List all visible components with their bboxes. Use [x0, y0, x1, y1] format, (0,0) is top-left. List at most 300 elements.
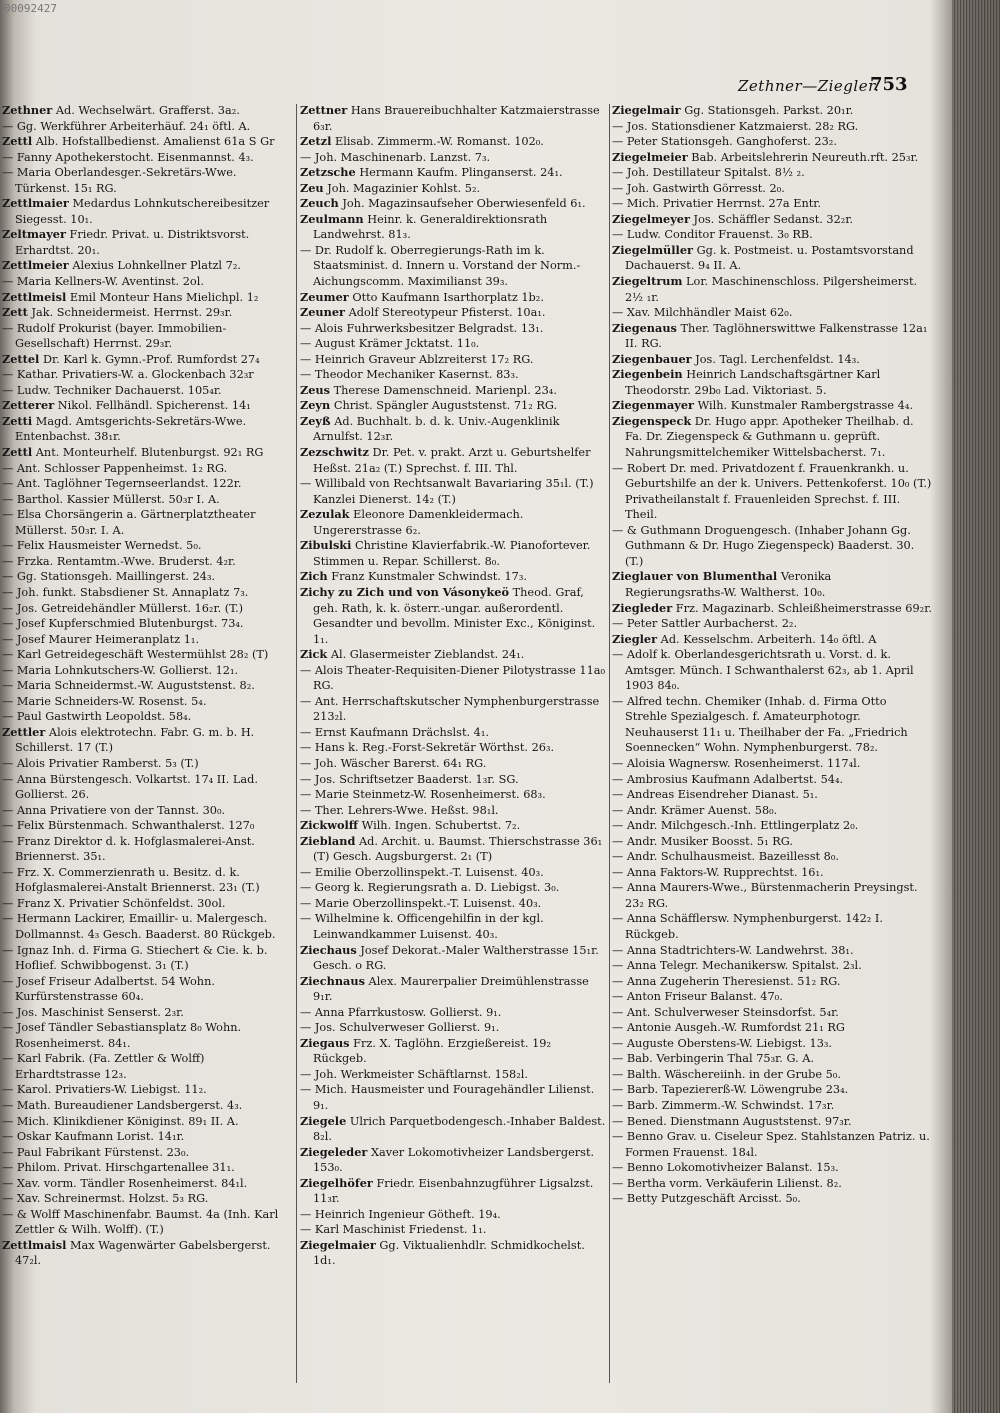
directory-column-1 [2, 103, 292, 1385]
entry-details: — Alois Fuhrwerksbesitzer Belgradst. 13₁. [300, 321, 544, 335]
entry-details: — Marie Schneiders-W. Rosenst. 5₄. [2, 694, 207, 708]
entry-surname: Zettler [2, 724, 46, 739]
entry-details: Hans Brauereibuchhalter Katzmaierstrasse 6₃r. [313, 104, 600, 133]
entry-details: — Josef Friseur Adalbertst. 54 Wohn. Kurfürstenstrasse 60₄. [2, 974, 215, 1004]
page-number: 753 [870, 74, 908, 95]
directory-entry [612, 181, 932, 197]
directory-entry [2, 632, 292, 648]
directory-entry [2, 305, 292, 321]
directory-entry [2, 1005, 292, 1021]
directory-entry [2, 1051, 292, 1082]
entry-details: Friedr. Privat. u. Distriktsvorst. Erhardtst. 20₁. [15, 228, 250, 257]
entry-details: — Heinrich Graveur Ablzreiterst 17₂ RG. [300, 352, 534, 366]
directory-entry [2, 1176, 292, 1192]
directory-entry [612, 1036, 932, 1052]
entry-details: — Elsa Chorsängerin a. Gärtnerplatztheater Müllerst. 50₃r. I. A. [2, 508, 256, 537]
entry-details: — Joh. Werkmeister Schäftlarnst. 158₂l. [300, 1067, 528, 1081]
entry-details: Medardus Lohnkutschereibesitzer Siegesst. 10₁. [15, 197, 270, 226]
entry-details: Josef Dekorat.-Maler Waltherstrasse 15₁r. Gesch. o RG. [313, 943, 599, 973]
entry-details: — Joh. Maschinenarb. Lanzst. 7₃. [300, 150, 491, 164]
entry-details: — Xav. Milchhändler Maist 62₀. [612, 306, 793, 320]
directory-entry [2, 818, 292, 834]
directory-entry [2, 709, 292, 725]
entry-details: — Dr. Rudolf k. Oberregierungs-Rath im k. Staatsminist. d. Innern u. Vorstand der Norm.-Aichungscomm. Maximilianst 39₃. [300, 243, 581, 289]
entry-details: — Mich. Hausmeister und Fouragehändler Lilienst. 9₁. [300, 1083, 595, 1112]
directory-entry [300, 569, 608, 585]
entry-details: — Maria Oberlandesger.-Sekretärs-Wwe. Türkenst. 15₁ RG. [2, 166, 237, 195]
directory-entry [612, 367, 932, 398]
entry-surname: Zeumer [300, 289, 349, 304]
entry-details: Dr. Karl k. Gymn.-Prof. Rumfordst 27₄ [42, 352, 260, 366]
entry-surname: Ziebland [300, 833, 356, 848]
entry-surname: Ziechnaus [300, 973, 365, 988]
directory-entry [612, 694, 932, 756]
entry-surname: Zeyß [300, 413, 331, 428]
entry-surname: Zetzl [300, 134, 332, 149]
entry-surname: Zich [300, 569, 328, 584]
entry-surname: Zeuch [300, 196, 339, 211]
entry-details: — Andr. Schulhausmeist. Bazeillesst 8₀. [612, 850, 839, 864]
directory-entry [2, 772, 292, 803]
directory-entry [612, 1051, 932, 1067]
entry-details: — Robert Dr. med. Privatdozent f. Frauenkrankh. u. Geburtshilfe an der k. Univers. Pettenkoferst. 10₀ (T.) Privatheilanstalt f. Frauenleiden Sprechst. f. III. Theil. [612, 461, 932, 522]
directory-entry [300, 772, 608, 788]
directory-entry [300, 1207, 608, 1223]
directory-entry [2, 538, 292, 554]
entry-details: — Joh. Wäscher Barerst. 64₁ RG. [300, 756, 487, 770]
directory-column-3 [612, 103, 932, 1385]
entry-details: — Frzka. Rentamtm.-Wwe. Bruderst. 4₂r. [2, 554, 236, 568]
directory-entry [300, 694, 608, 725]
entry-details: — Anna Schäfflersw. Nymphenburgerst. 142₂ I. Rückgeb. [612, 912, 883, 941]
entry-details: — Ludw. Conditor Frauenst. 3₀ RB. [612, 228, 813, 242]
entry-surname: Zethner [2, 103, 53, 117]
entry-details: Gg. Stationsgeh. Parkst. 20₁r. [684, 104, 854, 117]
entry-surname: Ziegelmair [612, 103, 681, 117]
entry-details: — Franz Direktor d. k. Hofglasmalerei-Anst. Briennerst. 35₁. [2, 834, 255, 864]
entry-details: Frz. Magazinarb. Schleißheimerstrasse 69₂r. [675, 601, 932, 615]
directory-entry [2, 616, 292, 632]
entry-details: — Hans k. Reg.-Forst-Sekretär Wörthst. 26₃. [300, 741, 555, 755]
directory-entry [2, 1129, 292, 1145]
entry-details: — Adolf k. Oberlandesgerichtsrath u. Vorst. d. k. Amtsger. Münch. I Schwanthalerst 62₃, ab 1. April 1903 84₀. [612, 648, 914, 693]
directory-entry [2, 647, 292, 663]
entry-details: — Marie Steinmetz-W. Rosenheimerst. 68₃. [300, 788, 546, 802]
entry-details: — Ernst Kaufmann Drächslst. 4₁. [300, 725, 489, 739]
directory-entry [300, 507, 608, 538]
directory-entry [2, 134, 292, 150]
directory-column-2 [300, 103, 608, 1385]
entry-details: Joh. Magazinsaufseher Oberwiesenfeld 6₁. [342, 197, 586, 211]
entry-details: — Karl Getreidegeschäft Westermühlst 28₂ (T) [2, 648, 269, 662]
entry-details: — Jos. Schriftsetzer Baaderst. 1₃r. SG. [300, 772, 519, 786]
directory-entry [300, 150, 608, 166]
directory-entry [612, 1067, 932, 1083]
directory-entry [2, 1020, 292, 1051]
entry-details: — Anna Pfarrkustosw. Gollierst. 9₁. [300, 1005, 502, 1019]
entry-details: — Maria Schneidermst.-W. Auguststenst. 8₂. [2, 679, 255, 693]
entry-details: — Joh. funkt. Stabsdiener St. Annaplatz 7₃. [2, 585, 249, 599]
entry-details: — Emilie Oberzollinspekt.-T. Luisenst. 40₃. [300, 865, 544, 879]
entry-details: — Oskar Kaufmann Lorist. 14₁r. [2, 1130, 185, 1144]
entry-surname: Zezulak [300, 507, 350, 522]
entry-surname: Ziegelhöfer [300, 1175, 373, 1190]
directory-entry [2, 1238, 292, 1269]
directory-entry [300, 880, 608, 896]
directory-entry [300, 1082, 608, 1113]
entry-surname: Ziechaus [300, 942, 357, 957]
entry-details: — Ambrosius Kaufmann Adalbertst. 54₄. [612, 772, 844, 786]
directory-entry [300, 943, 608, 974]
entry-surname: Zettl [2, 134, 33, 149]
directory-entry [612, 414, 932, 461]
entry-details: Alexius Lohnkellner Platzl 7₂. [72, 259, 241, 273]
entry-details: Christ. Spängler Auguststenst. 71₂ RG. [333, 399, 558, 413]
entry-surname: Zettlmaisl [2, 1237, 67, 1252]
directory-entry [2, 663, 292, 679]
entry-details: Ther. Taglöhnerswittwe Falkenstrasse 12a₁ II. RG. [625, 321, 928, 351]
directory-entry [612, 398, 932, 414]
directory-entry [2, 150, 292, 166]
directory-entry [612, 1098, 932, 1114]
entry-surname: Ziegeleder [300, 1144, 368, 1159]
entry-details: Al. Glasermeister Zieblandst. 24₁. [330, 648, 525, 662]
entry-details: — Joh. Destillateur Spitalst. 8½ ₂. [612, 166, 805, 180]
directory-entry [300, 865, 608, 881]
entry-details: Eleonore Damenkleidermach. Ungererstrasse 6₂. [313, 508, 524, 537]
directory-entry [300, 398, 608, 414]
entry-details: Alex. Maurerpalier Dreimühlenstrasse 9₁r. [313, 974, 589, 1004]
entry-details: — Jos. Stationsdiener Katzmaierst. 28₂ RG. [612, 119, 859, 133]
entry-details: — Heinrich Ingenieur Götheft. 19₄. [300, 1207, 501, 1221]
directory-entry [612, 1020, 932, 1036]
entry-details: — Andr. Milchgesch.-Inh. Ettlingerplatz 2₀. [612, 819, 859, 833]
entry-details: — Karol. Privatiers-W. Liebigst. 11₂. [2, 1083, 207, 1097]
entry-details: — Anna Faktors-W. Rupprechtst. 16₁. [612, 865, 824, 879]
entry-details: Bab. Arbeitslehrerin Neureuth.rft. 25₃r. [691, 150, 919, 164]
directory-entry [300, 445, 608, 476]
entry-details: Xaver Lokomotivheizer Landsbergerst. 153₀. [313, 1145, 595, 1175]
directory-entry [2, 1082, 292, 1098]
entry-details: — Bened. Dienstmann Auguststenst. 97₃r. [612, 1114, 852, 1128]
entry-details: — Josef Maurer Heimeranplatz 1₁. [2, 632, 200, 646]
directory-entry [2, 974, 292, 1005]
directory-entry [2, 725, 292, 756]
entry-surname: Ziegleder [612, 600, 673, 615]
directory-entry [300, 1176, 608, 1207]
entry-surname: Zetterer [2, 398, 55, 413]
directory-entry [300, 911, 608, 942]
directory-entry [612, 1082, 932, 1098]
entry-details: — Anna Stadtrichters-W. Landwehrst. 38₁. [612, 943, 854, 957]
directory-entry [2, 476, 292, 492]
entry-surname: Ziegeltrum [612, 274, 683, 289]
directory-entry [612, 1160, 932, 1176]
directory-entry [612, 196, 932, 212]
directory-entry [2, 756, 292, 772]
entry-details: — & Wolff Maschinenfabr. Baumst. 4a (Inh. Karl Zettler & Wilh. Wolff). (T.) [2, 1207, 279, 1237]
entry-details: Jos. Schäffler Sedanst. 32₂r. [693, 212, 854, 226]
entry-details: Heinr. k. Generaldirektionsrath Landwehrst. 81₃. [313, 212, 548, 242]
directory-entry [300, 896, 608, 912]
directory-entry [2, 911, 292, 942]
entry-details: — Maria Lohnkutschers-W. Gollierst. 12₁. [2, 663, 239, 677]
directory-entry [300, 1067, 608, 1083]
entry-details: — Hermann Lackirer, Emaillir- u. Malergesch. Dollmannst. 4₃ Gesch. Baaderst. 80 Rückgeb. [2, 912, 276, 941]
entry-details: — Alois Theater-Requisiten-Diener Pilotystrasse 11a₀ RG. [300, 663, 606, 693]
directory-entry [2, 274, 292, 290]
directory-entry [612, 989, 932, 1005]
directory-entry [612, 958, 932, 974]
entry-surname: Ziegelmüller [612, 242, 693, 257]
entry-surname: Zeulmann [300, 211, 364, 226]
entry-details: — & Guthmann Droguengesch. (Inhaber Johann Gg. Guthmann & Dr. Hugo Ziegenspeck) Baaderst. 30. (T.) [612, 523, 915, 568]
directory-entry [300, 196, 608, 212]
page-edge-stack [952, 0, 1000, 1413]
entry-details: — Alois Privatier Ramberst. 5₃ (T.) [2, 756, 199, 770]
directory-entry [612, 227, 932, 243]
entry-details: — Anna Bürstengesch. Volkartst. 17₄ II. Lad. Gollierst. 26. [2, 772, 258, 802]
entry-details: — Ther. Lehrers-Wwe. Heßst. 98₁l. [300, 803, 499, 817]
directory-entry [300, 725, 608, 741]
directory-entry [612, 616, 932, 632]
entry-details: — Anna Zugeherin Theresienst. 51₂ RG. [612, 974, 841, 988]
entry-surname: Ziegenmayer [612, 398, 695, 413]
directory-entry [2, 227, 292, 258]
directory-entry [612, 103, 932, 119]
entry-surname: Ziegenspeck [612, 413, 692, 428]
directory-entry [612, 1114, 932, 1130]
directory-entry [2, 1207, 292, 1238]
entry-details: Jak. Schneidermeist. Herrnst. 29₃r. [31, 306, 233, 320]
entry-details: Therese Damenschneid. Marienpl. 23₄. [333, 383, 557, 397]
entry-details: Ant. Monteurhelf. Blutenburgst. 92₁ RG [35, 446, 264, 460]
directory-entry [2, 165, 292, 196]
directory-entry [612, 119, 932, 135]
entry-details: — Jos. Schulverweser Gollierst. 9₁. [300, 1021, 500, 1035]
entry-surname: Zetti [2, 413, 33, 428]
entry-details: — Peter Sattler Aurbacherst. 2₂. [612, 617, 798, 631]
directory-entry [300, 1036, 608, 1067]
entry-details: — Mich. Klinikdiener Königinst. 89₁ II. A. [2, 1114, 239, 1128]
directory-entry [612, 880, 932, 911]
directory-entry [612, 134, 932, 150]
directory-entry [612, 150, 932, 166]
entry-surname: Ziegelmeier [612, 149, 688, 164]
entry-details: Veronika Regierungsraths-W. Waltherst. 10₀. [625, 570, 832, 599]
entry-details: Ad. Buchhalt. b. d. k. Univ.-Augenklinik Arnulfst. 12₃r. [313, 414, 560, 444]
directory-entry [612, 601, 932, 617]
directory-entry [300, 740, 608, 756]
directory-entry [2, 507, 292, 538]
entry-details: — Barb. Zimmerm.-W. Schwindst. 17₃r. [612, 1099, 835, 1112]
entry-details: Gg. Viktualienhdlr. Schmidkochelst. 1d₁. [313, 1238, 585, 1268]
directory-entry [2, 321, 292, 352]
directory-entry [300, 818, 608, 834]
directory-entry [2, 352, 292, 368]
directory-entry [612, 756, 932, 772]
entry-details: Franz Kunstmaler Schwindst. 17₃. [331, 570, 527, 584]
entry-details: — Paul Gastwirth Leopoldst. 58₄. [2, 710, 192, 724]
directory-entry [300, 834, 608, 865]
directory-entry [612, 165, 932, 181]
entry-surname: Zeus [300, 382, 331, 397]
directory-entry [300, 1020, 608, 1036]
directory-entry [300, 414, 608, 445]
entry-details: — Josef Tändler Sebastiansplatz 8₀ Wohn. Rosenheimerst. 84₁. [2, 1021, 242, 1050]
directory-entry [2, 896, 292, 912]
directory-entry [300, 336, 608, 352]
directory-entry [612, 352, 932, 368]
directory-entry [2, 492, 292, 508]
directory-entry [300, 181, 608, 197]
entry-details: Dr. Pet. v. prakt. Arzt u. Geburtshelfer Heßst. 21a₂ (T.) Sprechst. f. III. Thl. [313, 446, 591, 475]
entry-surname: Zichy zu Zich und von Vásonykeö [300, 584, 510, 599]
entry-surname: Zetzsche [300, 165, 356, 180]
entry-surname: Zettner [300, 103, 348, 117]
entry-surname: Zettel [2, 351, 40, 366]
entry-details: Christine Klavierfabrik.-W. Pianofortever. Stimmen u. Repar. Schillerst. 8₀. [313, 539, 591, 568]
entry-surname: Ziegenbein [612, 367, 683, 382]
directory-entry [300, 165, 608, 181]
entry-details: Wilh. Ingen. Schubertst. 7₂. [361, 819, 521, 833]
entry-details: — Frz. X. Commerzienrath u. Besitz. d. k. Hofglasmalerei-Anstalt Briennerst. 23₁ (T.) [2, 865, 260, 895]
entry-details: — Betty Putzgeschäft Arcisst. 5₀. [612, 1192, 801, 1206]
directory-entry [612, 647, 932, 694]
entry-details: Elisab. Zimmerm.-W. Romanst. 102₀. [334, 135, 544, 149]
directory-entry [2, 196, 292, 227]
entry-details: — Gg. Stationsgeh. Maillingerst. 24₃. [2, 570, 216, 584]
entry-surname: Zibulski [300, 538, 352, 553]
directory-entry [300, 1005, 608, 1021]
entry-details: — Bertha vorm. Verkäuferin Lilienst. 8₂. [612, 1176, 842, 1190]
directory-entry [612, 321, 932, 352]
directory-entry [612, 212, 932, 228]
entry-details: Adolf Stereotypeur Pfisterst. 10a₁. [348, 306, 546, 320]
entry-details: Ad. Archit. u. Baumst. Thierschstrasse 36₁ (T) Gesch. Augsburgerst. 2₁ (T) [313, 834, 603, 864]
directory-entry [2, 834, 292, 865]
entry-details: — Gg. Werkführer Arbeiterhäuf. 24₁ öftl. A. [2, 119, 251, 133]
directory-entry [612, 632, 932, 648]
directory-entry [2, 865, 292, 896]
directory-entry [300, 538, 608, 569]
entry-surname: Zickwolff [300, 818, 359, 833]
entry-details: — Antonie Ausgeh.-W. Rumfordst 21₁ RG [612, 1021, 845, 1035]
directory-entry [612, 1176, 932, 1192]
entry-details: — Willibald von Rechtsanwalt Bavariaring 35₁l. (T.) Kanzlei Dienerst. 14₂ (T.) [300, 477, 594, 506]
entry-details: — August Krämer Jcktatst. 11₀. [300, 337, 480, 351]
entry-details: Max Wagenwärter Gabelsbergerst. 47₂l. [15, 1238, 271, 1268]
entry-surname: Ziegele [300, 1113, 347, 1128]
entry-details: — Paul Fabrikant Fürstenst. 23₀. [2, 1145, 190, 1159]
entry-surname: Ziegaus [300, 1035, 350, 1050]
directory-entry [2, 398, 292, 414]
directory-entry [2, 258, 292, 274]
entry-details: — Balth. Wäschereiinh. in der Grube 5₀. [612, 1067, 841, 1081]
entry-surname: Ziegelmaier [300, 1237, 376, 1252]
directory-entry [2, 569, 292, 585]
directory-entry [300, 647, 608, 663]
entry-surname: Ziegler [612, 631, 658, 646]
directory-entry [612, 834, 932, 850]
entry-details: Alb. Hofstallbedienst. Amalienst 61a S Gr [35, 135, 275, 149]
directory-entry [2, 803, 292, 819]
entry-surname: Zettlmeisl [2, 289, 67, 304]
directory-entry [2, 119, 292, 135]
directory-entry [300, 756, 608, 772]
directory-entry [300, 243, 608, 290]
entry-details: — Peter Stationsgeh. Ganghoferst. 23₂. [612, 135, 837, 149]
entry-details: Dr. Hugo appr. Apotheker Theilhab. d. Fa. Dr. Ziegenspeck & Guthmann u. geprüft. Nahrungsmittelchemiker Wittelsbacherst. 7₁. [625, 414, 914, 460]
entry-details: — Rudolf Prokurist (bayer. Immobilien-Gesellschaft) Herrnst. 29₃r. [2, 321, 227, 351]
entry-surname: Ziegenbauer [612, 351, 692, 366]
directory-entry [2, 1145, 292, 1161]
entry-surname: Ziegenaus [612, 320, 677, 335]
entry-details: — Anna Telegr. Mechanikersw. Spitalst. 2₃l. [612, 959, 862, 973]
entry-surname: Zeuner [300, 305, 345, 320]
directory-entry [612, 523, 932, 570]
entry-details: — Auguste Oberstens-W. Liebigst. 13₃. [612, 1036, 833, 1050]
entry-details: Ad. Kesselschm. Arbeiterh. 14₀ öftl. A [660, 632, 877, 646]
entry-details: Joh. Magazinier Kohlst. 5₂. [327, 181, 481, 195]
directory-entry [2, 290, 292, 306]
entry-details: — Jos. Maschinist Senserst. 2₃r. [2, 1005, 184, 1019]
directory-entry [612, 865, 932, 881]
directory-entry [2, 943, 292, 974]
entry-details: — Joh. Gastwirth Görresst. 2₀. [612, 181, 785, 195]
entry-surname: Zick [300, 647, 328, 662]
directory-entry [2, 461, 292, 477]
entry-details: Friedr. Eisenbahnzugführer Ligsalzst. 11₃r. [313, 1176, 594, 1206]
directory-entry [300, 585, 608, 647]
directory-entry [2, 694, 292, 710]
entry-details: Jos. Tagl. Lerchenfeldst. 14₃. [695, 352, 860, 366]
entry-details: — Franz X. Privatier Schönfeldst. 30ol. [2, 896, 226, 910]
directory-entry [612, 1129, 932, 1160]
column-divider [296, 104, 297, 1383]
directory-entry [2, 678, 292, 694]
directory-entry [300, 1238, 608, 1269]
entry-details: — Ant. Taglöhner Tegernseerlandst. 122r. [2, 477, 242, 491]
entry-surname: Zezschwitz [300, 445, 369, 460]
directory-entry [2, 1160, 292, 1176]
entry-details: Ulrich Parquetbodengesch.-Inhaber Baldest. 8₂l. [313, 1114, 606, 1144]
directory-entry [612, 803, 932, 819]
entry-details: — Ludw. Techniker Dachauerst. 105₄r. [2, 383, 222, 397]
entry-details: — Kathar. Privatiers-W. a. Glockenbach 32₃r [2, 368, 254, 382]
column-divider [609, 104, 610, 1383]
entry-details: — Jos. Getreidehändler Müllerst. 16₂r. (T.) [2, 601, 244, 615]
entry-details: — Benno Lokomotivheizer Balanst. 15₃. [612, 1161, 839, 1175]
directory-entry [612, 911, 932, 942]
entry-details: — Wilhelmine k. Officengehilfin in der kgl. Leinwandkammer Luisenst. 40₃. [300, 912, 544, 941]
entry-details: — Anton Friseur Balanst. 47₀. [612, 990, 783, 1004]
entry-details: — Andreas Eisendreher Dianast. 5₁. [612, 788, 818, 802]
entry-details: — Ant. Schulverweser Steinsdorfst. 5₄r. [612, 1005, 839, 1019]
directory-entry [300, 134, 608, 150]
entry-details: Alois elektrotechn. Fabr. G. m. b. H. Schillerst. 17 (T.) [15, 725, 255, 755]
directory-entry [300, 1222, 608, 1238]
directory-entry [2, 383, 292, 399]
entry-details: Otto Kaufmann Isarthorplatz 1b₂. [352, 290, 544, 304]
entry-details: — Anna Privatiere von der Tannst. 30₀. [2, 803, 226, 817]
entry-details: Ad. Wechselwärt. Grafferst. 3a₂. [55, 104, 240, 117]
directory-entry [300, 290, 608, 306]
directory-entry [300, 352, 608, 368]
directory-entry [300, 1145, 608, 1176]
directory-entry [2, 601, 292, 617]
entry-surname: Zett [2, 305, 28, 320]
